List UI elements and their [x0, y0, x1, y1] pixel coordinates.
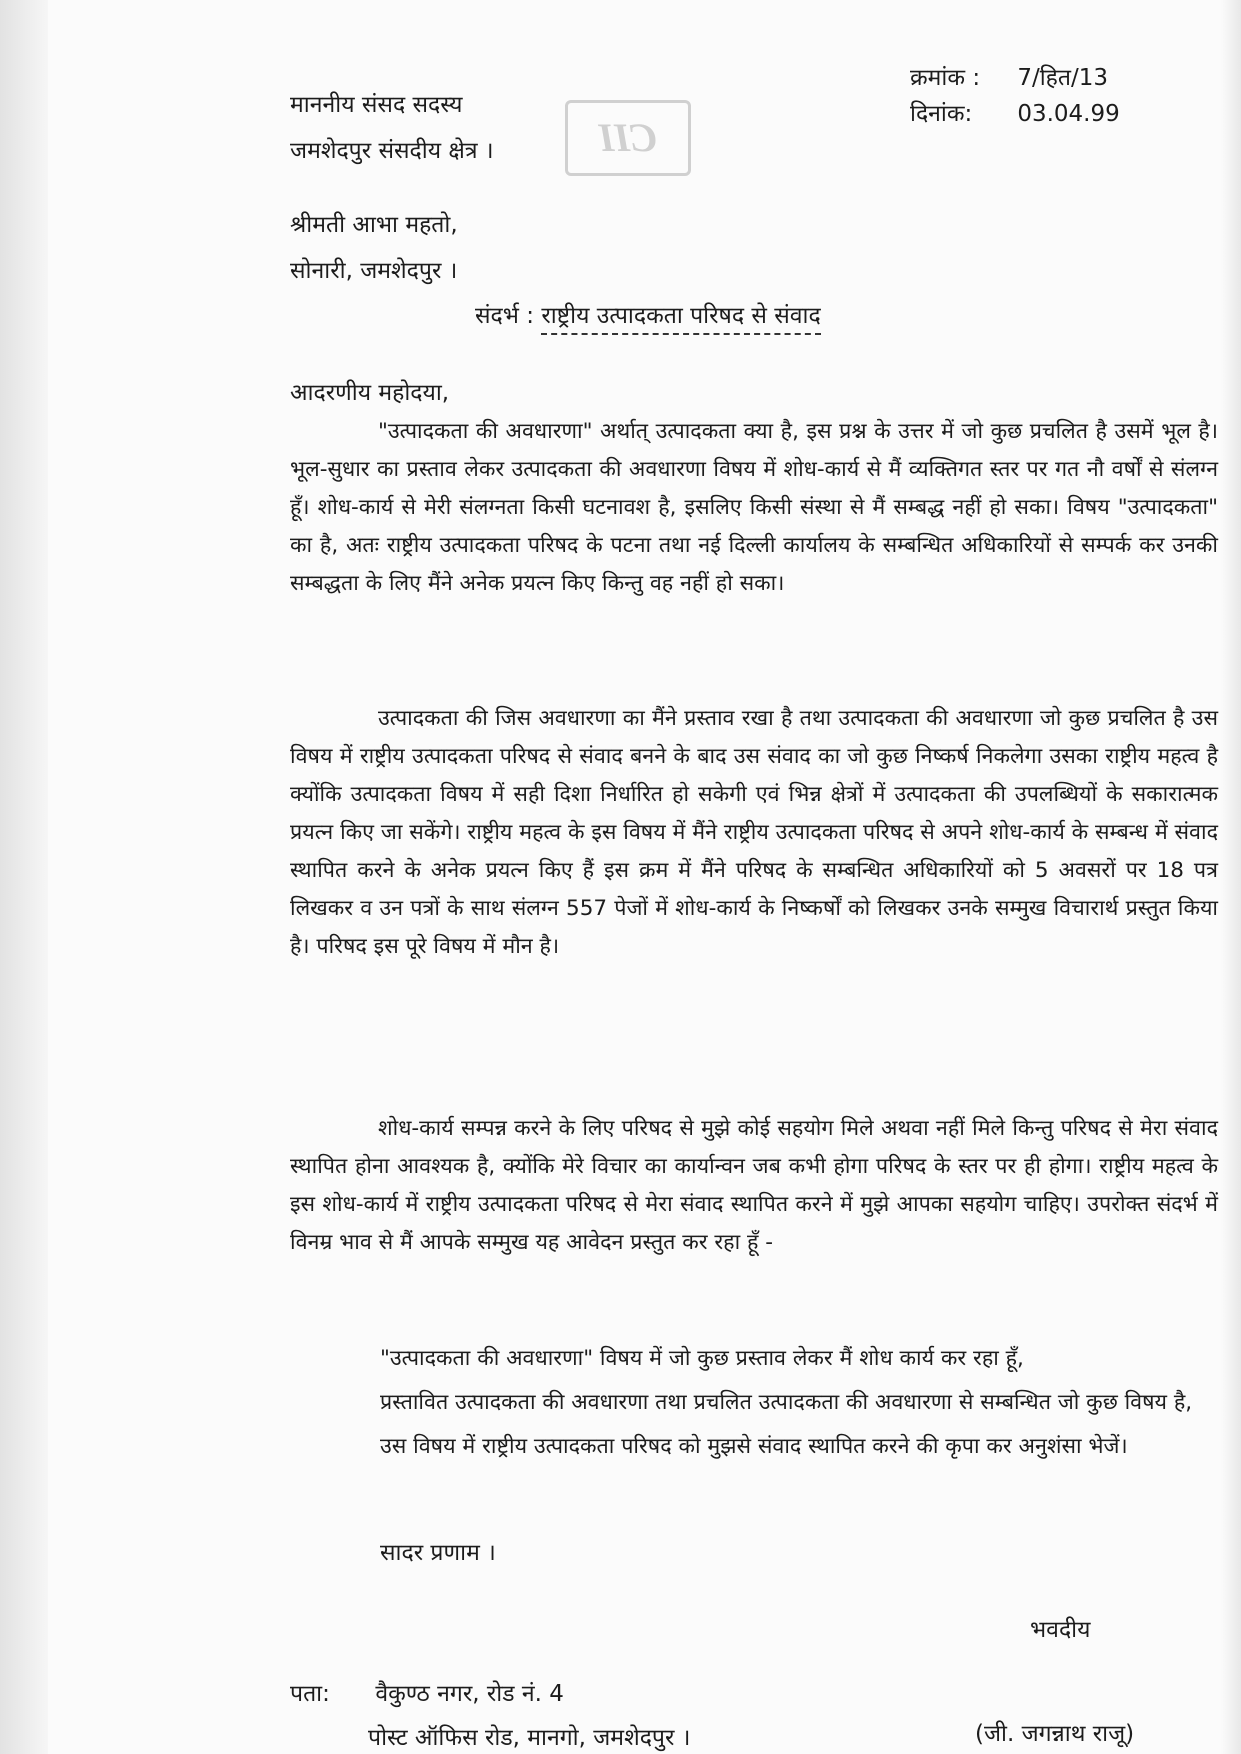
- reference-block: [910, 60, 1120, 132]
- sender-address-label: पता:: [290, 1681, 330, 1707]
- sender-address-row-1: [290, 1672, 690, 1716]
- signature-label: भवदीय: [1030, 1617, 1091, 1643]
- subject-label: संदर्भ :: [475, 303, 534, 329]
- request-points: [380, 1340, 1218, 1472]
- recipient-line-1: माननीय संसद सदस्य: [290, 92, 463, 118]
- recipient-line-4: सोनारी, जमशेदपुर ।: [290, 258, 458, 284]
- sender-address-line-2: पोस्ट ऑफिस रोड, मानगो, जमशेदपुर ।: [368, 1725, 691, 1751]
- scan-shadow-left: [0, 0, 48, 1754]
- sender-address: [290, 1672, 690, 1754]
- recipient-title-block: [290, 82, 494, 174]
- request-point: प्रस्तावित उत्पादकता की अवधारणा तथा प्रचलित उत्पादकता की अवधारणा से सम्बन्धित जो कुछ विषय है,: [380, 1390, 1193, 1415]
- reference-number-row: [910, 60, 1120, 96]
- paragraph-3: शोध-कार्य सम्पन्न करने के लिए परिषद से मुझे कोई सहयोग मिले अथवा नहीं मिले किन्तु परिषद से मेरा संवाद स्थापित होना आवश्यक है, क्योंकि मेरे विचार का कार्यान्वन जब कभी होगा परिषद के स्तर पर ही होगा। राष्ट्रीय महत्व के इस शोध-कार्य में राष्ट्रीय उत्पादकता परिषद से मेरा संवाद स्थापित करने में मुझे आपका सहयोग चाहिए। उपरोक्त संदर्भ में विनम्र भाव से मैं आपके सम्मुख यह आवेदन प्रस्तुत कर रहा हूँ -: [290, 1116, 1218, 1255]
- request-point: "उत्पादकता की अवधारणा" विषय में जो कुछ प्रस्ताव लेकर मैं शोध कार्य कर रहा हूँ,: [380, 1346, 1024, 1371]
- recipient-line-3: श्रीमती आभा महतो,: [290, 212, 458, 238]
- subject-text: राष्ट्रीय उत्पादकता परिषद से संवाद: [541, 303, 820, 335]
- recipient-line-2: जमशेदपुर संसदीय क्षेत्र ।: [290, 138, 494, 164]
- reference-date-label: दिनांक:: [910, 101, 973, 127]
- signature-name: (जी. जगन्नाथ राजू): [975, 1721, 1135, 1747]
- reference-number-label: क्रमांक :: [910, 65, 981, 91]
- request-point: उस विषय में राष्ट्रीय उत्पादकता परिषद को मुझसे संवाद स्थापित करने की कृपा कर अनुशंसा भेजें।: [380, 1434, 1128, 1459]
- scan-shadow-right: [1221, 0, 1241, 1754]
- salutation: आदरणीय महोदया,: [290, 380, 450, 406]
- closing-greeting: सादर प्रणाम ।: [380, 1540, 496, 1566]
- sender-address-line-1: वैकुण्ठ नगर, रोड नं. 4: [375, 1681, 564, 1707]
- paragraph-2: उत्पादकता की जिस अवधारणा का मैंने प्रस्ताव रखा है तथा उत्पादकता की अवधारणा जो कुछ प्रचलित है उस विषय में राष्ट्रीय उत्पादकता परिषद से संवाद बनने के बाद उस संवाद का जो कुछ निष्कर्ष निकलेगा उसका राष्ट्रीय महत्व है क्योंकि उत्पादकता विषय में सही दिशा निर्धारित हो सकेगी एवं भिन्न क्षेत्रों में उत्पादकता की उपलब्धियों के सकारात्मक प्रयत्न किए जा सकेंगे। राष्ट्रीय महत्व के इस विषय में मैंने राष्ट्रीय उत्पादकता परिषद से अपने शोध-कार्य के सम्बन्ध में संवाद स्थापित करने के अनेक प्रयत्न किए हैं इस क्रम में मैंने परिषद के सम्बन्धित अधिकारियों को 5 अवसरों पर 18 पत्र लिखकर व उन पत्रों के साथ संलग्न 557 पेजों में शोध-कार्य के निष्कर्षों को लिखकर उनके सम्मुख विचारार्थ प्रस्तुत किया है। परिषद इस पूरे विषय में मौन है।: [290, 706, 1218, 959]
- reference-date-value: 03.04.99: [1017, 101, 1120, 127]
- reference-date-row: [910, 96, 1120, 132]
- subject-line: [475, 298, 821, 330]
- show-through-logo: CII: [565, 100, 691, 176]
- reference-number-value: 7/हित/13: [1017, 65, 1108, 91]
- paragraph-1: "उत्पादकता की अवधारणा" अर्थात् उत्पादकता क्या है, इस प्रश्न के उत्तर में जो कुछ प्रचलित है उसमें भूल है। भूल-सुधार का प्रस्ताव लेकर उत्पादकता की अवधारणा विषय में शोध-कार्य से मैं व्यक्तिगत स्तर पर गत नौ वर्षों से संलग्न हूँ। शोध-कार्य से मेरी संलग्नता किसी घटनावश है, इसलिए किसी संस्था से मैं सम्बद्ध नहीं हो सका। विषय "उत्पादकता" का है, अतः राष्ट्रीय उत्पादकता परिषद के पटना तथा नई दिल्ली कार्यालय के सम्बन्धित अधिकारियों से सम्पर्क कर उनकी सम्बद्धता के लिए मैंने अनेक प्रयत्न किए किन्तु वह नहीं हो सका।: [290, 419, 1218, 596]
- recipient-name-block: [290, 202, 458, 294]
